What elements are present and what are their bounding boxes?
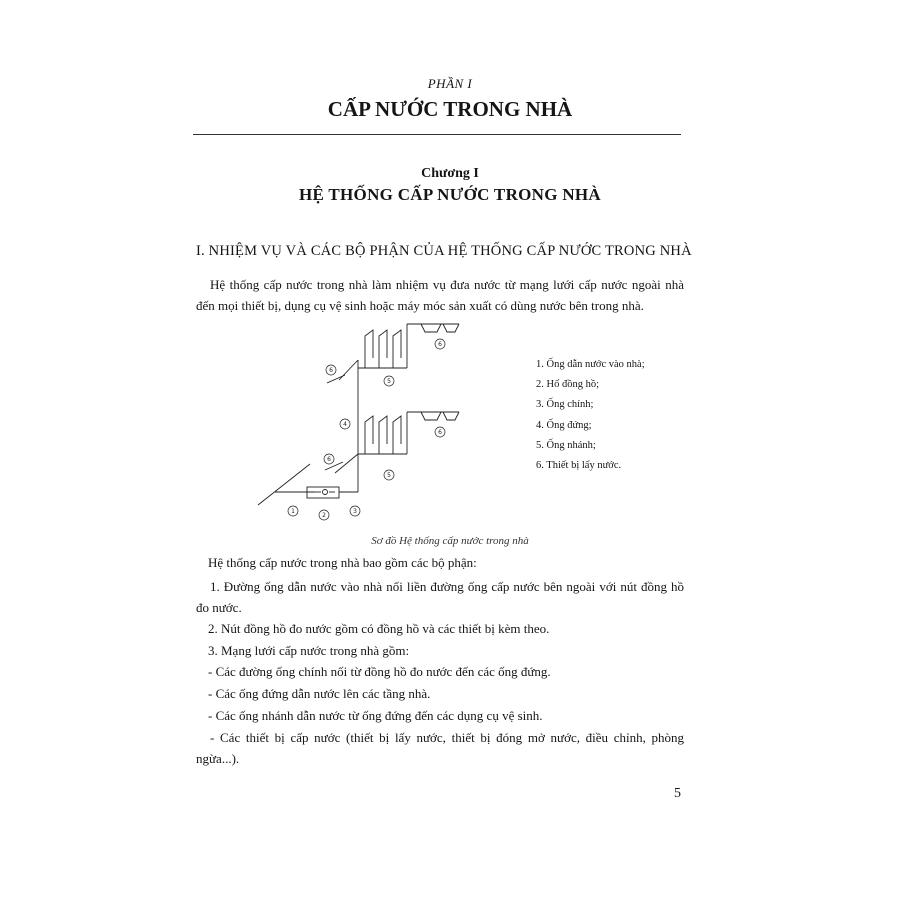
figure-caption: Sơ đồ Hệ thống cấp nước trong nhà: [371, 535, 529, 547]
marker-5: 5: [387, 378, 391, 385]
sub-item-1: - Các đường ống chính nối từ đồng hồ đo nước đến các ống đứng.: [208, 664, 551, 679]
legend-item: 1. Ống dẫn nước vào nhà;: [536, 359, 645, 370]
item-1: 1. Đường ống dẫn nước vào nhà nối liền đường ống cấp nước bên ngoài với nút đồng hồ đo nước.: [196, 579, 684, 615]
marker-3: 3: [353, 508, 357, 515]
diagram-pipes: [258, 324, 459, 505]
item-3: 3. Mạng lưới cấp nước trong nhà gồm:: [208, 643, 410, 658]
title-divider: [193, 134, 681, 135]
marker-5b: 5: [387, 472, 391, 479]
item-2: 2. Nút đồng hồ đo nước gồm có đồng hồ và các thiết bị kèm theo.: [208, 621, 550, 636]
legend-item: 2. Hố đồng hồ;: [536, 379, 599, 391]
marker-2: 2: [322, 512, 326, 519]
page-number: 5: [674, 786, 681, 801]
legend-item: 5. Ống nhánh;: [536, 439, 596, 451]
marker-6b: 6: [438, 429, 442, 436]
water-supply-diagram: [255, 318, 470, 523]
part-title: CẤP NƯỚC TRONG NHÀ: [327, 97, 573, 121]
marker-6d: 6: [327, 456, 331, 463]
marker-4: 4: [343, 421, 347, 428]
legend-item: 3. Ống chính;: [536, 399, 594, 411]
legend-item: 6. Thiết bị lấy nước.: [536, 459, 622, 471]
chapter-label: Chương I: [421, 166, 479, 181]
section-heading: I. NHIỆM VỤ VÀ CÁC BỘ PHẬN CỦA HỆ THỐNG CẤP NƯỚC TRONG NHÀ: [196, 243, 692, 259]
diagram-legend: [536, 357, 645, 478]
sub-item-2: - Các ống đứng dẫn nước lên các tầng nhà.: [208, 686, 431, 701]
marker-6c: 6: [329, 367, 333, 374]
sub-item-4: - Các thiết bị cấp nước (thiết bị lấy nước, thiết bị đóng mở nước, điều chỉnh, phòng ngừa...).: [196, 730, 684, 766]
diagram-markers: [288, 339, 445, 520]
legend-item: 4. Ống đứng;: [536, 419, 592, 431]
part-label: PHẦN I: [427, 76, 473, 91]
marker-1: 1: [291, 508, 295, 515]
components-intro: Hệ thống cấp nước trong nhà bao gồm các bộ phận:: [208, 555, 477, 570]
chapter-title: HỆ THỐNG CẤP NƯỚC TRONG NHÀ: [298, 185, 601, 204]
marker-6: 6: [438, 341, 442, 348]
intro-paragraph: Hệ thống cấp nước trong nhà làm nhiệm vụ đưa nước từ mạng lưới cấp nước ngoài nhà đến mọi thiết bị, dụng cụ vệ sinh hoặc máy móc sản xuất có dùng nước bên trong nhà.: [196, 277, 684, 313]
sub-item-3: - Các ống nhánh dẫn nước từ ống đứng đến các dụng cụ vệ sinh.: [208, 708, 543, 723]
